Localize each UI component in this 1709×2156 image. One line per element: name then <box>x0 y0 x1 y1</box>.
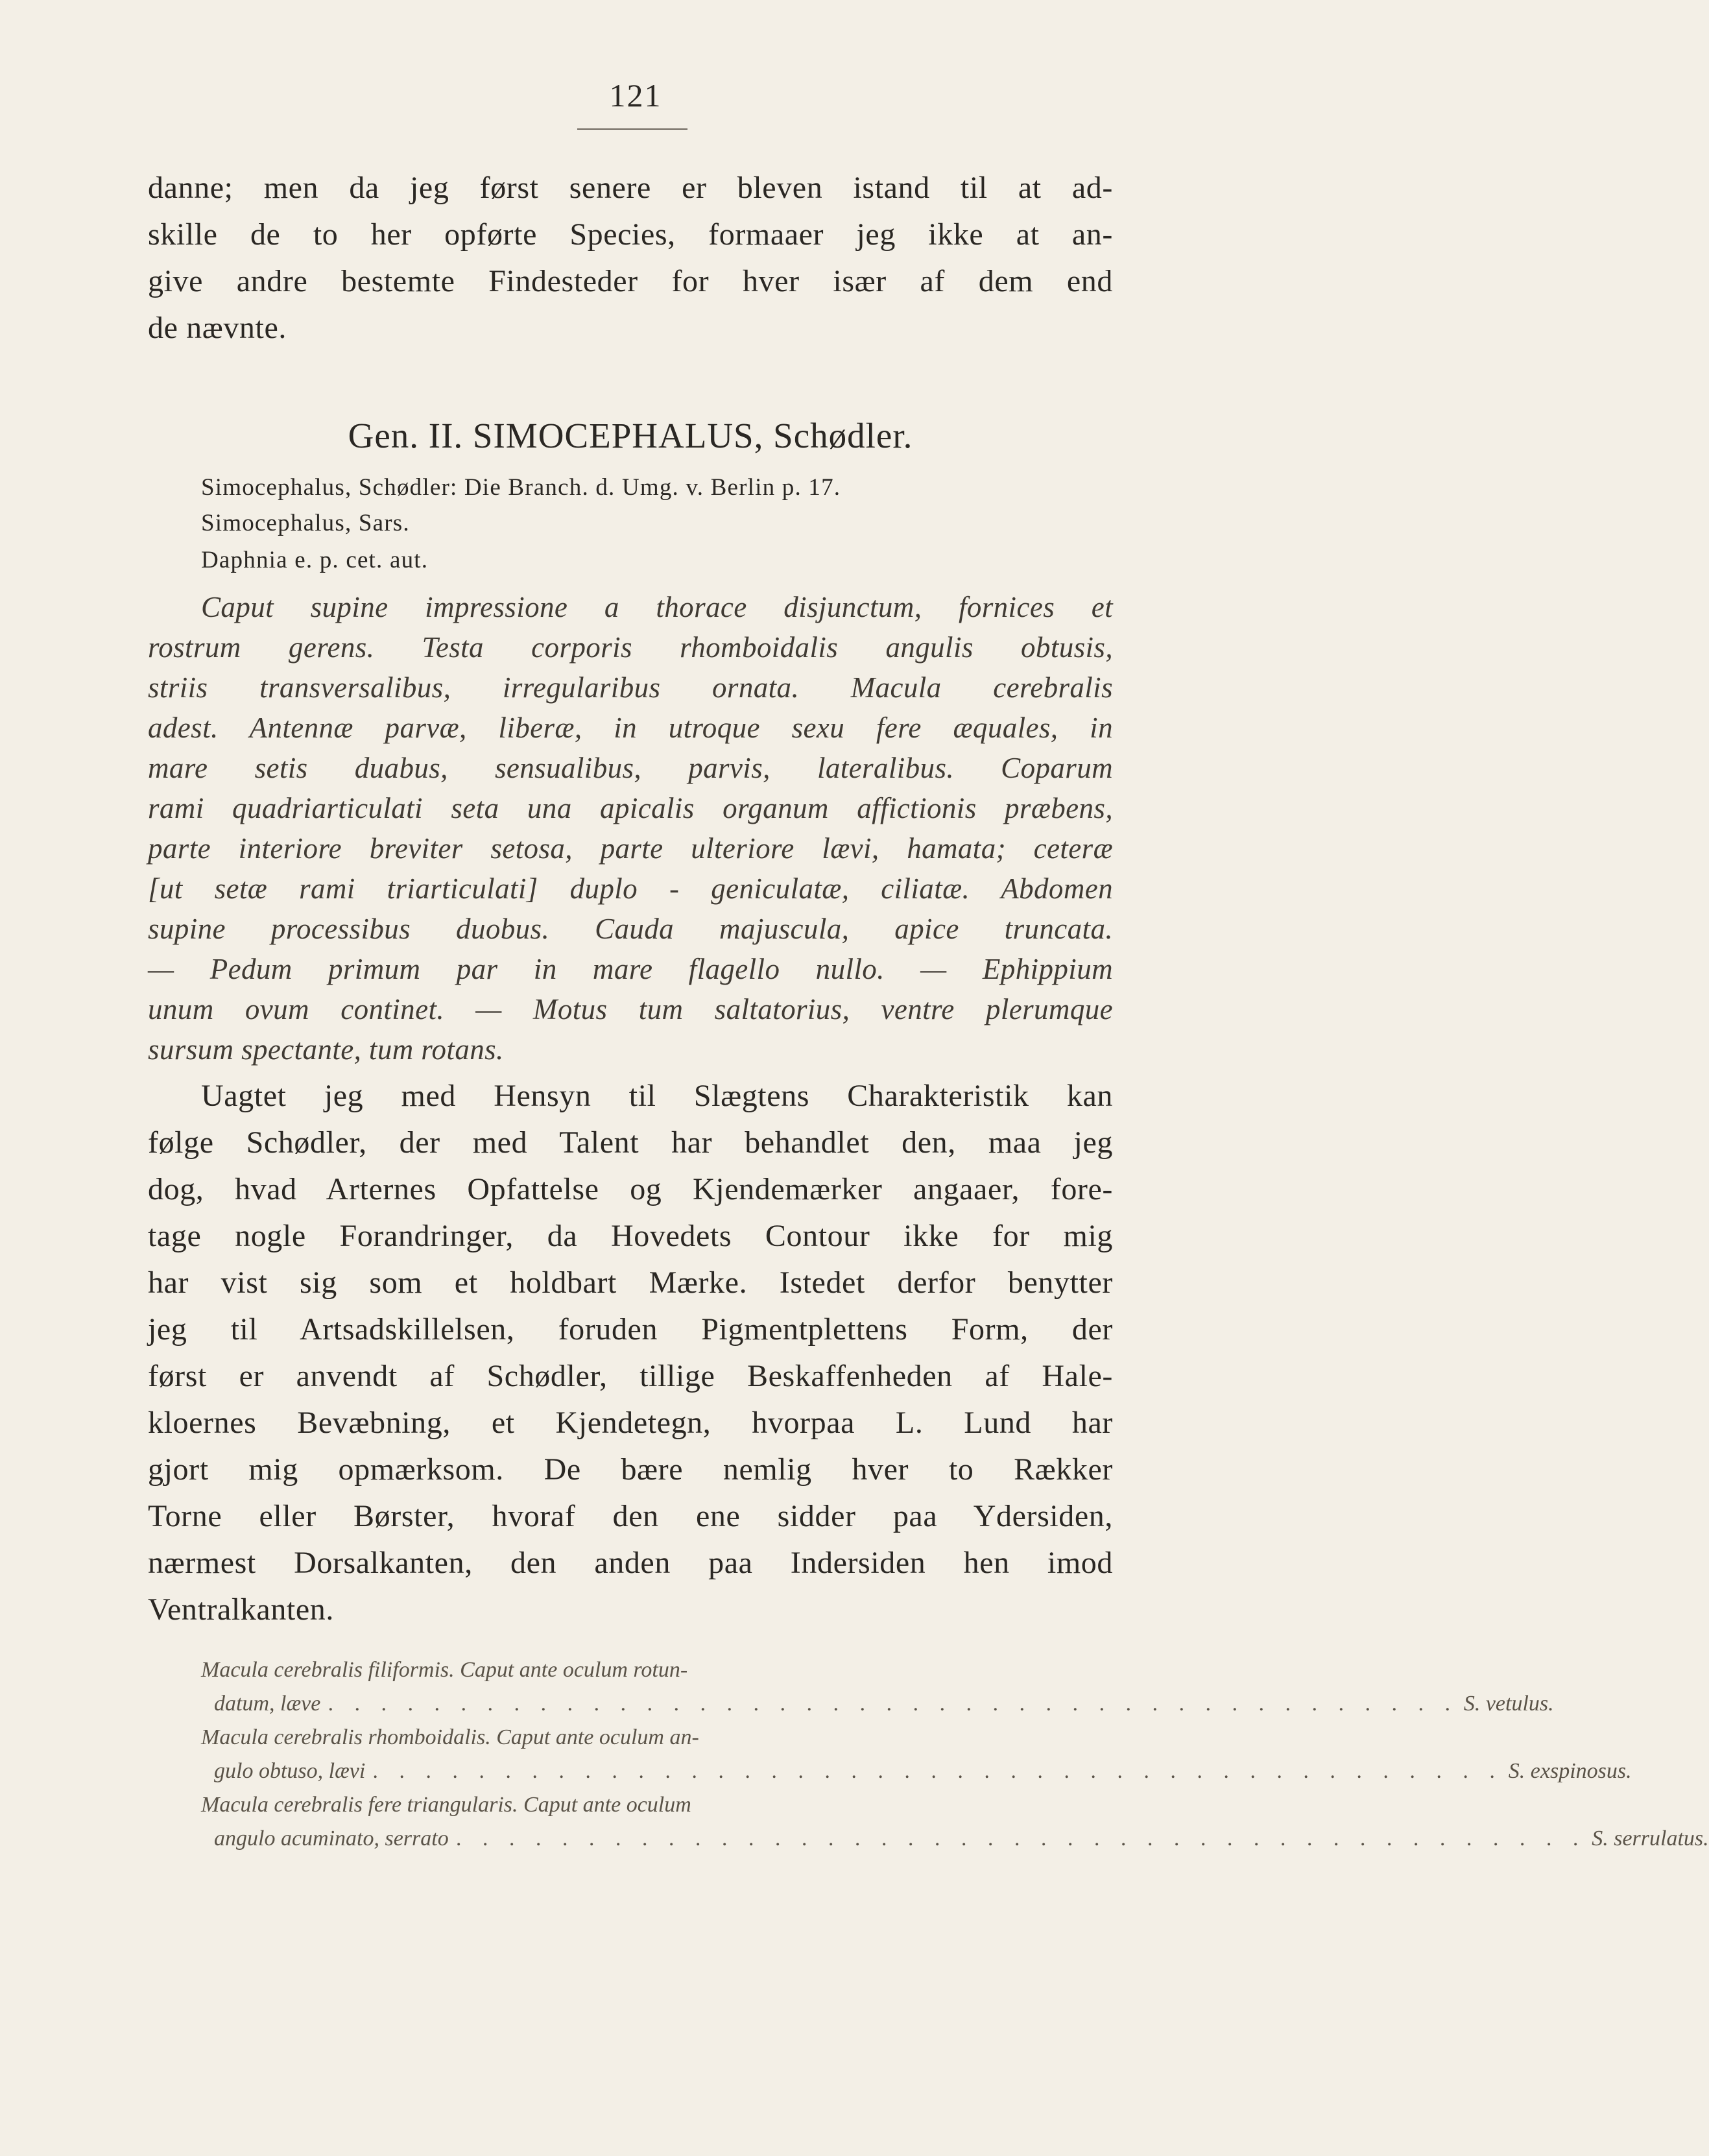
body-line: jeg til Artsadskillelsen, foruden Pigmentplettens Form, der <box>148 1312 1113 1347</box>
latin-diagnosis-line: striis transversalibus, irregularibus ornata. Macula cerebralis <box>148 671 1113 704</box>
intro-line: danne; men da jeg først senere er bleven istand til at ad- <box>148 171 1113 205</box>
body-line: kloernes Bevæbning, et Kjendetegn, hvorpaa L. Lund har <box>148 1406 1113 1440</box>
body-line: tage nogle Forandringer, da Hovedets Contour ikke for mig <box>148 1219 1113 1253</box>
page-number-rule <box>577 128 687 130</box>
species-key-text: angulo acuminato, serrato <box>214 1827 449 1851</box>
intro-line: skille de to her opførte Species, formaaer jeg ikke at an- <box>148 217 1113 252</box>
body-line: Ventralkanten. <box>148 1592 334 1627</box>
body-line: Uagtet jeg med Hensyn til Slægtens Charakteristik kan <box>201 1079 1113 1113</box>
latin-diagnosis-line: Caput supine impressione a thorace disjunctum, fornices et <box>201 591 1113 623</box>
leader-dots: . . . . . . . . . . . . . . . . . . . . . . . . . . . . . . . . . . . . . . . . . . . <box>373 1759 1503 1783</box>
synonym-line: Simocephalus, Schødler: Die Branch. d. Umg. v. Berlin p. 17. <box>201 474 841 501</box>
body-line: dog, hvad Arternes Opfattelse og Kjendemærker angaaer, fore- <box>148 1172 1113 1206</box>
species-key-text: gulo obtuso, lævi <box>214 1759 366 1783</box>
intro-line: de nævnte. <box>148 311 287 345</box>
synonym-line: Daphnia e. p. cet. aut. <box>201 547 429 573</box>
genus-heading: Gen. II. SIMOCEPHALUS, Schødler. <box>348 416 913 455</box>
species-key-entry <box>214 1759 1632 1784</box>
page-number: 121 <box>609 77 662 114</box>
latin-diagnosis-line: unum ovum continet. — Motus tum saltatorius, ventre plerumque <box>148 993 1113 1025</box>
species-key-line: Macula cerebralis filiformis. Caput ante oculum rotun- <box>201 1658 688 1682</box>
species-key-entry <box>214 1692 1554 1716</box>
body-line: først er anvendt af Schødler, tillige Beskaffenheden af Hale- <box>148 1359 1113 1393</box>
body-line: følge Schødler, der med Talent har behandlet den, maa jeg <box>148 1125 1113 1160</box>
latin-diagnosis-line: rami quadriarticulati seta una apicalis organum affictionis præbens, <box>148 792 1113 824</box>
body-line: gjort mig opmærksom. De bære nemlig hver to Rækker <box>148 1452 1113 1487</box>
species-name: S. exspinosus. <box>1508 1759 1632 1783</box>
species-key-line: Macula cerebralis rhomboidalis. Caput ante oculum an- <box>201 1725 699 1749</box>
latin-diagnosis-line: parte interiore breviter setosa, parte ulteriore lævi, hamata; ceteræ <box>148 832 1113 865</box>
species-key-entry <box>214 1827 1709 1851</box>
latin-diagnosis-line: adest. Antennæ parvæ, liberæ, in utroque sexu fere æquales, in <box>148 712 1113 744</box>
latin-diagnosis-line: mare setis duabus, sensualibus, parvis, lateralibus. Coparum <box>148 752 1113 784</box>
body-line: har vist sig som et holdbart Mærke. Istedet derfor benytter <box>148 1265 1113 1300</box>
latin-diagnosis-line: [ut setæ rami triarticulati] duplo - geniculatæ, ciliatæ. Abdomen <box>148 872 1113 905</box>
species-key-text: datum, læve <box>214 1692 321 1716</box>
latin-diagnosis-line: — Pedum primum par in mare flagello nullo. — Ephippium <box>148 953 1113 985</box>
latin-diagnosis-line: sursum spectante, tum rotans. <box>148 1033 504 1066</box>
species-key-line: Macula cerebralis fere triangularis. Caput ante oculum <box>201 1793 691 1817</box>
body-line: nærmest Dorsalkanten, den anden paa Indersiden hen imod <box>148 1546 1113 1580</box>
species-name: S. serrulatus. <box>1592 1827 1709 1851</box>
latin-diagnosis-line: rostrum gerens. Testa corporis rhomboidalis angulis obtusis, <box>148 631 1113 664</box>
body-line: Torne eller Børster, hvoraf den ene sidder paa Ydersiden, <box>148 1499 1113 1533</box>
synonym-line: Simocephalus, Sars. <box>201 510 410 536</box>
intro-line: give andre bestemte Findesteder for hver især af dem end <box>148 264 1113 298</box>
leader-dots: . . . . . . . . . . . . . . . . . . . . . . . . . . . . . . . . . . . . . . . . . . . <box>456 1827 1587 1851</box>
latin-diagnosis-line: supine processibus duobus. Cauda majuscula, apice truncata. <box>148 913 1113 945</box>
leader-dots: . . . . . . . . . . . . . . . . . . . . . . . . . . . . . . . . . . . . . . . . . . . <box>328 1692 1459 1716</box>
species-name: S. vetulus. <box>1463 1692 1554 1716</box>
